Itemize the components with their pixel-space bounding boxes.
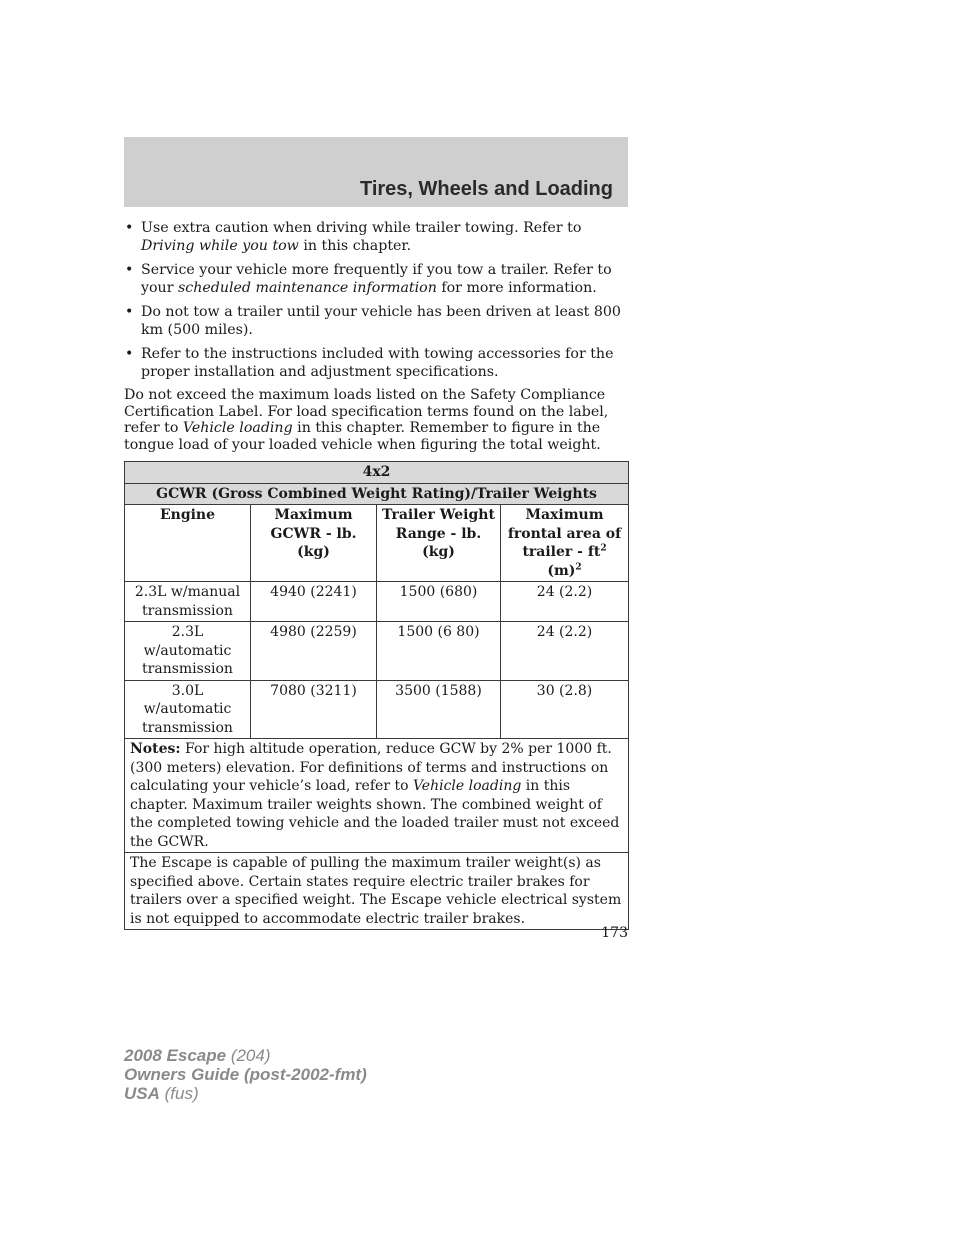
bullet-icon: • <box>125 346 134 362</box>
gcwr-table <box>124 461 629 930</box>
list-item: • Service your vehicle more frequently if you tow a trailer. Refer to your scheduled maintenance information for more information. <box>125 262 612 296</box>
trailer-weight-cell: 3500 (1588) <box>377 680 501 739</box>
column-header-gcwr: Maximum GCWR - lb. (kg) <box>251 505 377 582</box>
capability-cell: The Escape is capable of pulling the maximum trailer weight(s) as specified above. Certain states require electric trailer brakes for trailers over a specified weight. The Escape vehicle electrical system is not equipped to accommodate electric trailer brakes. <box>125 853 629 930</box>
bullet-icon: • <box>125 220 134 236</box>
table-row <box>125 622 629 681</box>
column-header-trailer-weight: Trailer Weight Range - lb. (kg) <box>377 505 501 582</box>
section-title: Tires, Wheels and Loading <box>359 178 613 200</box>
table-row <box>125 582 629 622</box>
list-item: • Use extra caution when driving while trailer towing. Refer to Driving while you tow in this chapter. <box>125 220 582 254</box>
table-title-row <box>125 462 629 484</box>
page-number: 173 <box>601 925 628 941</box>
cross-reference: Driving while you tow <box>141 238 299 254</box>
gcwr-cell: 7080 (3211) <box>251 680 377 739</box>
cross-reference: scheduled maintenance information <box>178 280 437 296</box>
list-item: • Do not tow a trailer until your vehicle has been driven at least 800 km (500 miles). <box>125 304 621 338</box>
table-title: 4x2 <box>125 462 629 484</box>
frontal-area-cell: 24 (2.2) <box>501 622 629 681</box>
trailer-weight-cell: 1500 (6 80) <box>377 622 501 681</box>
cross-reference: Vehicle loading <box>412 778 522 794</box>
engine-cell: 2.3L w/automatic transmission <box>125 622 251 681</box>
footer-line: 2008 Escape (204) <box>124 1046 271 1065</box>
engine-cell: 2.3L w/manual transmission <box>125 582 251 622</box>
frontal-area-cell: 30 (2.8) <box>501 680 629 739</box>
table-header-row <box>125 505 629 582</box>
footer-line: Owners Guide (post-2002-fmt) <box>124 1065 367 1084</box>
column-header-engine: Engine <box>125 505 251 582</box>
list-item: • Refer to the instructions included with towing accessories for the proper installation and adjustment specifications. <box>125 346 614 380</box>
engine-cell: 3.0L w/automatic transmission <box>125 680 251 739</box>
cross-reference: Vehicle loading <box>182 420 293 436</box>
notes-label: Notes: <box>130 741 181 757</box>
table-row <box>125 680 629 739</box>
section-header-band <box>124 137 628 207</box>
trailer-weight-cell: 1500 (680) <box>377 582 501 622</box>
bullet-list <box>124 219 628 381</box>
body-content <box>124 219 628 453</box>
frontal-area-cell: 24 (2.2) <box>501 582 629 622</box>
bullet-icon: • <box>125 304 134 320</box>
table-subtitle-row <box>125 483 629 505</box>
column-header-frontal-area: Maximum frontal area of trailer - $ft^2$ $(m)^2$ <box>501 505 629 582</box>
table-subtitle: GCWR (Gross Combined Weight Rating)/Trailer Weights <box>125 483 629 505</box>
notes-row <box>125 739 629 853</box>
gcwr-cell: 4940 (2241) <box>251 582 377 622</box>
footer-line: USA (fus) <box>124 1084 199 1103</box>
document-footer <box>124 1046 367 1103</box>
notes-cell: Notes: For high altitude operation, reduce GCW by 2% per 1000 ft. (300 meters) elevation. For definitions of terms and instructions on calculating your vehicle’s load, refer to Vehicle loading in this chapter. Maximum trailer weights shown. The combined weight of the completed towing vehicle and the loaded trailer must not exceed the GCWR. <box>125 739 629 853</box>
capability-row <box>125 853 629 930</box>
intro-paragraph: Do not exceed the maximum loads listed on the Safety Compliance Certification Label. For load specification terms found on the label, refer to Vehicle loading in this chapter. Remember to figure in the tongue load of your loaded vehicle when figuring the total weight. <box>124 387 609 453</box>
bullet-icon: • <box>125 262 134 278</box>
gcwr-cell: 4980 (2259) <box>251 622 377 681</box>
